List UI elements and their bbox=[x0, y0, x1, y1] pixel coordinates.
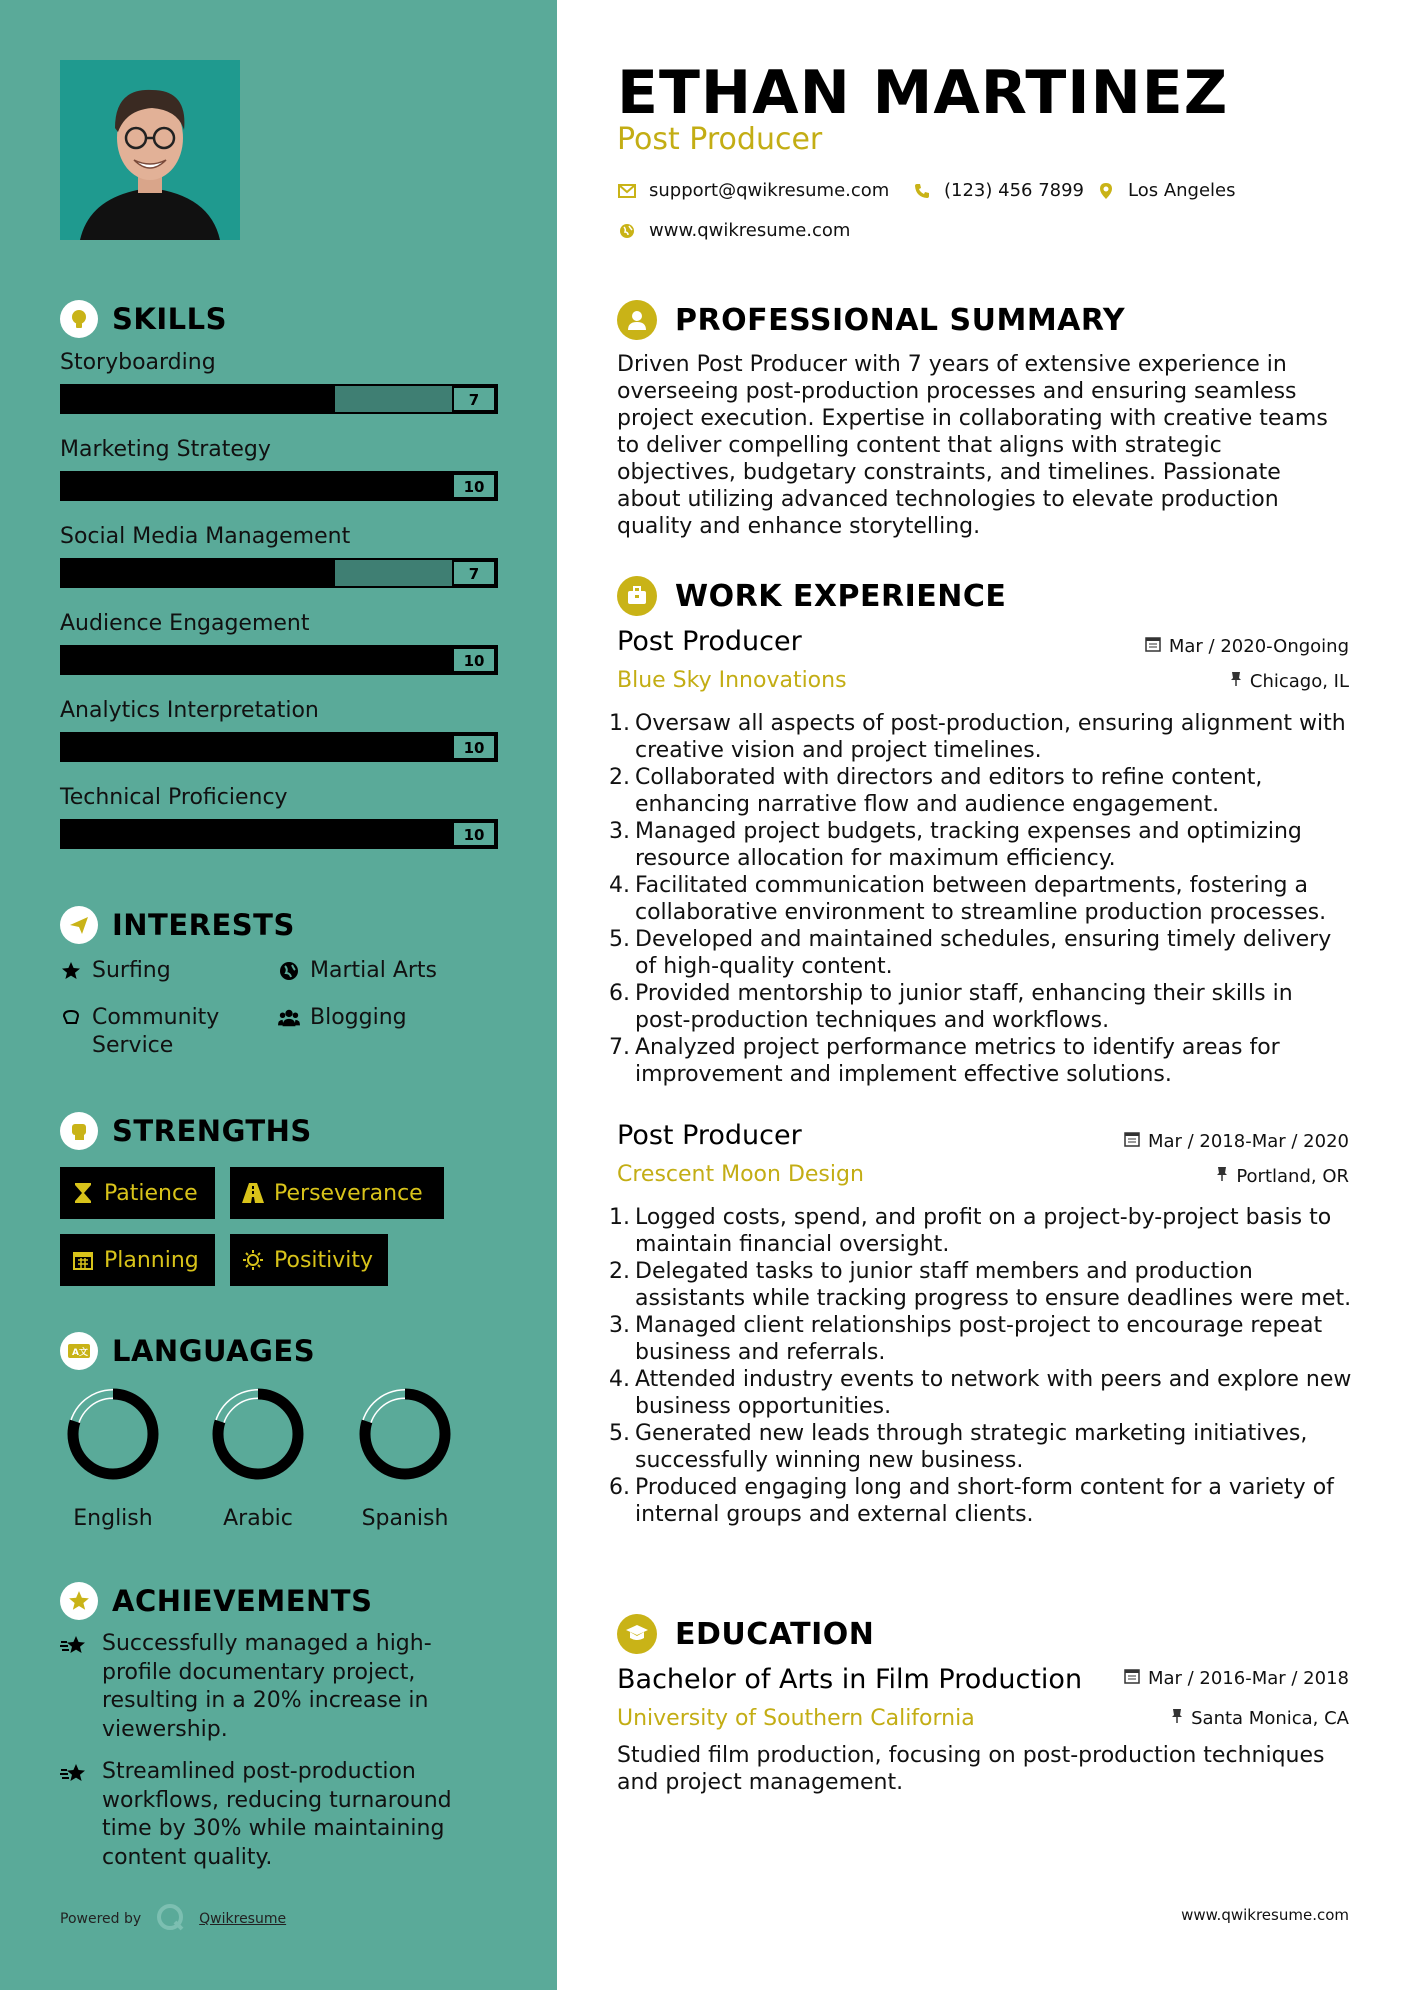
skill-level-value: 10 bbox=[452, 473, 496, 499]
users-icon bbox=[278, 1004, 300, 1032]
skill-level-bar bbox=[60, 645, 498, 675]
language-item: Spanish bbox=[340, 1386, 470, 1531]
calendar-icon bbox=[72, 1249, 94, 1271]
item-text: Delegated tasks to junior staff members and production assistants while tracking progress to ensure deadlines were met. bbox=[635, 1259, 1352, 1311]
contact-location: Los Angeles bbox=[1096, 180, 1236, 201]
qwikresume-link[interactable]: Qwikresume bbox=[199, 1911, 287, 1927]
experience-heading: WORK EXPERIENCE bbox=[617, 576, 1006, 616]
calendar-icon bbox=[1145, 636, 1161, 657]
skill-level-fill bbox=[62, 560, 335, 586]
skill-level-fill bbox=[62, 734, 452, 760]
road-icon bbox=[242, 1182, 264, 1204]
user-icon bbox=[617, 300, 657, 340]
skill-level-value: 10 bbox=[452, 821, 496, 847]
responsibility-item bbox=[609, 1420, 1354, 1474]
strength-badge: Perseverance bbox=[230, 1167, 444, 1219]
item-text: Managed client relationships post-project to encourage repeat business and referrals. bbox=[635, 1313, 1323, 1365]
skill-level-bar bbox=[60, 471, 498, 501]
item-number: 3. bbox=[609, 1313, 630, 1338]
paper-plane-icon bbox=[60, 906, 98, 944]
education-location: Santa Monica, CA bbox=[1171, 1708, 1349, 1729]
globe-icon bbox=[617, 221, 637, 241]
item-text: Collaborated with directors and editors to refine content, enhancing narrative flow and audience engagement. bbox=[635, 765, 1263, 817]
achievement-item: Successfully managed a high-profile documentary project, resulting in a 20% increase in viewership. bbox=[60, 1630, 480, 1744]
item-text: Facilitated communication between departments, fostering a collaborative environment to streamline production processes. bbox=[635, 873, 1327, 925]
responsibility-item bbox=[609, 980, 1354, 1034]
language-level-ring bbox=[65, 1386, 161, 1482]
contact-website[interactable]: www.qwikresume.com bbox=[617, 220, 850, 241]
skill-level-value: 7 bbox=[452, 560, 496, 586]
responsibility-item bbox=[609, 818, 1354, 872]
achievements-heading: ACHIEVEMENTS bbox=[60, 1582, 372, 1620]
contact-email[interactable]: support@qwikresume.com bbox=[617, 180, 889, 201]
item-number: 7. bbox=[609, 1035, 630, 1060]
interest-item: Surfing bbox=[60, 957, 171, 985]
education-dates: Mar / 2016-Mar / 2018 bbox=[1124, 1668, 1349, 1689]
skill-level-fill bbox=[62, 473, 452, 499]
item-number: 4. bbox=[609, 1367, 630, 1392]
skill-item bbox=[60, 783, 498, 849]
skills-heading: SKILLS bbox=[60, 300, 227, 338]
strength-badge: Patience bbox=[60, 1167, 215, 1219]
hand-icon bbox=[60, 1004, 82, 1032]
map-pin-icon bbox=[1096, 181, 1116, 201]
item-number: 1. bbox=[609, 1205, 630, 1230]
job-company: Crescent Moon Design bbox=[617, 1162, 864, 1187]
lightbulb-icon bbox=[60, 300, 98, 338]
powered-by: Powered by Qwikresume bbox=[60, 1902, 286, 1936]
envelope-icon bbox=[617, 181, 637, 201]
responsibility-item bbox=[609, 872, 1354, 926]
star-icon bbox=[60, 1758, 90, 1872]
interests-heading: INTERESTS bbox=[60, 906, 295, 944]
skill-item bbox=[60, 435, 498, 501]
responsibility-item bbox=[609, 1204, 1354, 1258]
star-icon bbox=[60, 1630, 90, 1744]
item-text: Generated new leads through strategic marketing initiatives, successfully winning new business. bbox=[635, 1421, 1308, 1473]
education-school: University of Southern California bbox=[617, 1706, 975, 1731]
language-icon bbox=[60, 1332, 98, 1370]
profile-photo bbox=[60, 60, 240, 240]
skill-level-value: 10 bbox=[452, 734, 496, 760]
responsibility-item bbox=[609, 926, 1354, 980]
job-title: Post Producer bbox=[617, 626, 802, 657]
job-responsibilities bbox=[609, 1204, 1354, 1528]
skill-item bbox=[60, 348, 498, 414]
responsibility-item bbox=[609, 710, 1354, 764]
item-number: 6. bbox=[609, 981, 630, 1006]
item-text: Oversaw all aspects of post-production, ensuring alignment with creative vision and project timelines. bbox=[635, 711, 1346, 763]
skill-level-bar bbox=[60, 819, 498, 849]
hourglass-icon bbox=[72, 1182, 94, 1204]
trophy-star-icon bbox=[60, 1582, 98, 1620]
item-number: 2. bbox=[609, 1259, 630, 1284]
qwikresume-logo-icon bbox=[155, 1902, 185, 1936]
star-icon bbox=[60, 957, 82, 985]
svg-text:A文: A文 bbox=[72, 1348, 88, 1358]
briefcase-icon bbox=[617, 576, 657, 616]
summary-heading: PROFESSIONAL SUMMARY bbox=[617, 300, 1125, 340]
skill-name: Analytics Interpretation bbox=[60, 698, 319, 723]
item-number: 6. bbox=[609, 1475, 630, 1500]
skill-name: Marketing Strategy bbox=[60, 437, 271, 462]
strength-badge: Positivity bbox=[230, 1234, 388, 1286]
skill-name: Technical Proficiency bbox=[60, 785, 288, 810]
item-number: 1. bbox=[609, 711, 630, 736]
job-location: Chicago, IL bbox=[1230, 671, 1349, 692]
summary-text: Driven Post Producer with 7 years of extensive experience in overseeing post-production processes and ensuring seamless project execution. Expertise in collaborating with creative teams to deliver compelling content that aligns with strategic objectives, budgetary constraints, and timelines. Passionate about utilizing advanced technologies to elevate production quality and enhance storytelling. bbox=[617, 352, 1328, 539]
candidate-title: Post Producer bbox=[617, 122, 823, 157]
strengths-heading: STRENGTHS bbox=[60, 1112, 312, 1150]
item-text: Developed and maintained schedules, ensuring timely delivery of high-quality content. bbox=[635, 927, 1332, 979]
skill-name: Social Media Management bbox=[60, 524, 351, 549]
interest-item: Blogging bbox=[278, 1004, 407, 1032]
responsibility-item bbox=[609, 764, 1354, 818]
job-dates: Mar / 2020-Ongoing bbox=[1145, 636, 1349, 657]
job-responsibilities bbox=[609, 710, 1354, 1088]
education-degree: Bachelor of Arts in Film Production bbox=[617, 1664, 1083, 1695]
language-level-ring bbox=[357, 1386, 453, 1482]
pushpin-icon bbox=[1171, 1708, 1183, 1729]
skill-level-fill bbox=[62, 386, 335, 412]
strength-badge: Planning bbox=[60, 1234, 215, 1286]
skill-name: Storyboarding bbox=[60, 350, 216, 375]
pushpin-icon bbox=[1216, 1166, 1228, 1187]
item-text: Provided mentorship to junior staff, enhancing their skills in post-production techniques and workflows. bbox=[635, 981, 1293, 1033]
calendar-icon bbox=[1124, 1668, 1140, 1689]
item-text: Analyzed project performance metrics to identify areas for improvement and implement effective solutions. bbox=[635, 1035, 1280, 1087]
skill-level-bar bbox=[60, 384, 498, 414]
item-text: Managed project budgets, tracking expenses and optimizing resource allocation for maximum efficiency. bbox=[635, 819, 1302, 871]
fist-icon bbox=[60, 1112, 98, 1150]
footer-website[interactable]: www.qwikresume.com bbox=[1181, 1906, 1349, 1924]
item-number: 2. bbox=[609, 765, 630, 790]
item-number: 3. bbox=[609, 819, 630, 844]
responsibility-item bbox=[609, 1034, 1354, 1088]
skill-level-fill bbox=[62, 647, 452, 673]
candidate-name: ETHAN MARTINEZ bbox=[617, 58, 1229, 128]
item-text: Attended industry events to network with peers and explore new business opportunities. bbox=[635, 1367, 1352, 1419]
phone-icon bbox=[912, 181, 932, 201]
skill-level-bar bbox=[60, 558, 498, 588]
item-number: 4. bbox=[609, 873, 630, 898]
interest-item: Martial Arts bbox=[278, 957, 437, 985]
calendar-icon bbox=[1124, 1131, 1140, 1152]
job-title: Post Producer bbox=[617, 1120, 802, 1151]
pushpin-icon bbox=[1230, 671, 1242, 692]
job-dates: Mar / 2018-Mar / 2020 bbox=[1124, 1131, 1349, 1152]
globe-icon bbox=[278, 957, 300, 985]
responsibility-item bbox=[609, 1258, 1354, 1312]
job-company: Blue Sky Innovations bbox=[617, 668, 847, 693]
skill-name: Audience Engagement bbox=[60, 611, 310, 636]
item-text: Logged costs, spend, and profit on a project-by-project basis to maintain financial oversight. bbox=[635, 1205, 1332, 1257]
contact-phone[interactable]: (123) 456 7899 bbox=[912, 180, 1084, 201]
responsibility-item bbox=[609, 1312, 1354, 1366]
skill-level-fill bbox=[62, 821, 452, 847]
language-item: Arabic bbox=[193, 1386, 323, 1531]
item-number: 5. bbox=[609, 1421, 630, 1446]
skill-level-bar bbox=[60, 732, 498, 762]
languages-heading: A文 LANGUAGES bbox=[60, 1332, 315, 1370]
item-text: Produced engaging long and short-form content for a variety of internal groups and external clients. bbox=[635, 1475, 1334, 1527]
job-location: Portland, OR bbox=[1216, 1166, 1349, 1187]
education-description: Studied film production, focusing on post-production techniques and project management. bbox=[617, 1743, 1325, 1795]
responsibility-item bbox=[609, 1474, 1354, 1528]
interest-item: Community Service bbox=[60, 1004, 260, 1060]
achievement-item: Streamlined post-production workflows, reducing turnaround time by 30% while maintaining content quality. bbox=[60, 1758, 480, 1872]
skill-item bbox=[60, 522, 498, 588]
skill-item bbox=[60, 696, 498, 762]
language-item: English bbox=[48, 1386, 178, 1531]
education-heading: EDUCATION bbox=[617, 1614, 874, 1654]
graduation-cap-icon bbox=[617, 1614, 657, 1654]
responsibility-item bbox=[609, 1366, 1354, 1420]
item-number: 5. bbox=[609, 927, 630, 952]
language-level-ring bbox=[210, 1386, 306, 1482]
skill-level-value: 7 bbox=[452, 386, 496, 412]
skill-item bbox=[60, 609, 498, 675]
skill-level-value: 10 bbox=[452, 647, 496, 673]
sun-icon bbox=[242, 1249, 264, 1271]
